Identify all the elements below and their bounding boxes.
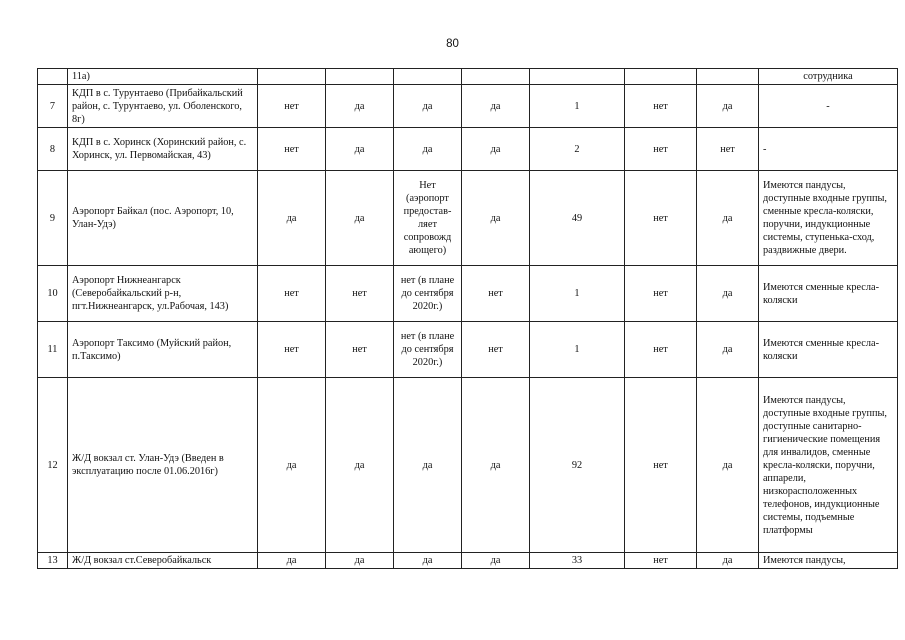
value-cell: да (394, 553, 462, 569)
value-cell: 1 (530, 85, 625, 128)
value-cell: нет (625, 128, 697, 171)
notes-cell: Имеются сменные кресла-коляски (759, 266, 898, 322)
value-cell: да (258, 171, 326, 266)
value-cell: да (697, 378, 759, 553)
value-cell: нет (в плане до сентября 2020г.) (394, 266, 462, 322)
object-name-cell: Аэропорт Таксимо (Муйский район, п.Таксимо) (68, 322, 258, 378)
table-row (38, 69, 898, 85)
value-cell: 1 (530, 322, 625, 378)
table-row (38, 128, 898, 171)
row-number-cell: 9 (38, 171, 68, 266)
value-cell: да (326, 378, 394, 553)
value-cell: нет (625, 171, 697, 266)
table-row (38, 85, 898, 128)
object-name-cell: КДП в с. Турунтаево (Прибайкальский район, с. Турунтаево, ул. Оболенского, 8г) (68, 85, 258, 128)
notes-cell: сотрудника (759, 69, 898, 85)
value-cell: нет (697, 128, 759, 171)
notes-cell: Имеются пандусы, доступные входные группы, сменные кресла-коляски, поручни, индукционные системы, ступенька-сход, раздвижные двери. (759, 171, 898, 266)
value-cell: 92 (530, 378, 625, 553)
object-name-cell: Аэропорт Нижнеангарск (Северобайкальский р-н, пгт.Нижнеангарск, ул.Рабочая, 143) (68, 266, 258, 322)
object-name-cell: 11а) (68, 69, 258, 85)
accessibility-table (37, 68, 898, 569)
notes-cell: Имеются пандусы, (759, 553, 898, 569)
object-name-cell: КДП в с. Хоринск (Хоринский район, с. Хоринск, ул. Первомайская, 43) (68, 128, 258, 171)
object-name-cell: Аэропорт Байкал (пос. Аэропорт, 10, Улан-Удэ) (68, 171, 258, 266)
value-cell: да (697, 171, 759, 266)
value-cell: нет (258, 266, 326, 322)
value-cell: нет (326, 266, 394, 322)
value-cell: 49 (530, 171, 625, 266)
notes-cell: Имеются пандусы, доступные входные группы, доступные санитарно-гигиенические помещения для инвалидов, сменные кресла-коляски, поручни, аппарели, низкорасположенных телефонов, индукционные системы, подъемные платформы (759, 378, 898, 553)
value-cell: нет (258, 128, 326, 171)
table-row (38, 322, 898, 378)
value-cell: да (394, 378, 462, 553)
value-cell: нет (462, 266, 530, 322)
value-cell: да (326, 128, 394, 171)
table-row (38, 266, 898, 322)
notes-cell: Имеются сменные кресла-коляски (759, 322, 898, 378)
value-cell: нет (326, 322, 394, 378)
value-cell: да (394, 85, 462, 128)
value-cell: да (326, 553, 394, 569)
value-cell: да (697, 266, 759, 322)
value-cell: да (697, 553, 759, 569)
value-cell: 2 (530, 128, 625, 171)
row-number-cell: 12 (38, 378, 68, 553)
row-number-cell: 10 (38, 266, 68, 322)
value-cell: да (326, 85, 394, 128)
value-cell: да (697, 85, 759, 128)
value-cell: нет (462, 322, 530, 378)
value-cell: нет (625, 266, 697, 322)
value-cell: нет (в плане до сентября 2020г.) (394, 322, 462, 378)
value-cell: да (697, 322, 759, 378)
value-cell: 1 (530, 266, 625, 322)
value-cell: да (326, 171, 394, 266)
row-number-cell: 11 (38, 322, 68, 378)
value-cell: нет (625, 553, 697, 569)
row-number-cell: 13 (38, 553, 68, 569)
page-number: 80 (446, 38, 459, 50)
value-cell: да (462, 553, 530, 569)
table-row (38, 171, 898, 266)
value-cell: нет (625, 85, 697, 128)
value-cell: да (258, 553, 326, 569)
table-row (38, 378, 898, 553)
value-cell: 33 (530, 553, 625, 569)
row-number-cell: 7 (38, 85, 68, 128)
row-number-cell: 8 (38, 128, 68, 171)
table-row (38, 553, 898, 569)
value-cell: нет (258, 322, 326, 378)
notes-cell: - (759, 128, 898, 171)
notes-cell: - (759, 85, 898, 128)
value-cell: да (394, 128, 462, 171)
value-cell: да (462, 378, 530, 553)
value-cell: да (462, 171, 530, 266)
value-cell: да (462, 128, 530, 171)
value-cell: нет (625, 322, 697, 378)
value-cell: нет (258, 85, 326, 128)
value-cell: да (258, 378, 326, 553)
value-cell: Нет (аэропорт предостав-ляет сопровожд ающего) (394, 171, 462, 266)
object-name-cell: Ж/Д вокзал ст.Северобайкальск (68, 553, 258, 569)
value-cell: нет (625, 378, 697, 553)
object-name-cell: Ж/Д вокзал ст. Улан-Удэ (Введен в эксплуатацию после 01.06.2016г) (68, 378, 258, 553)
value-cell: да (462, 85, 530, 128)
